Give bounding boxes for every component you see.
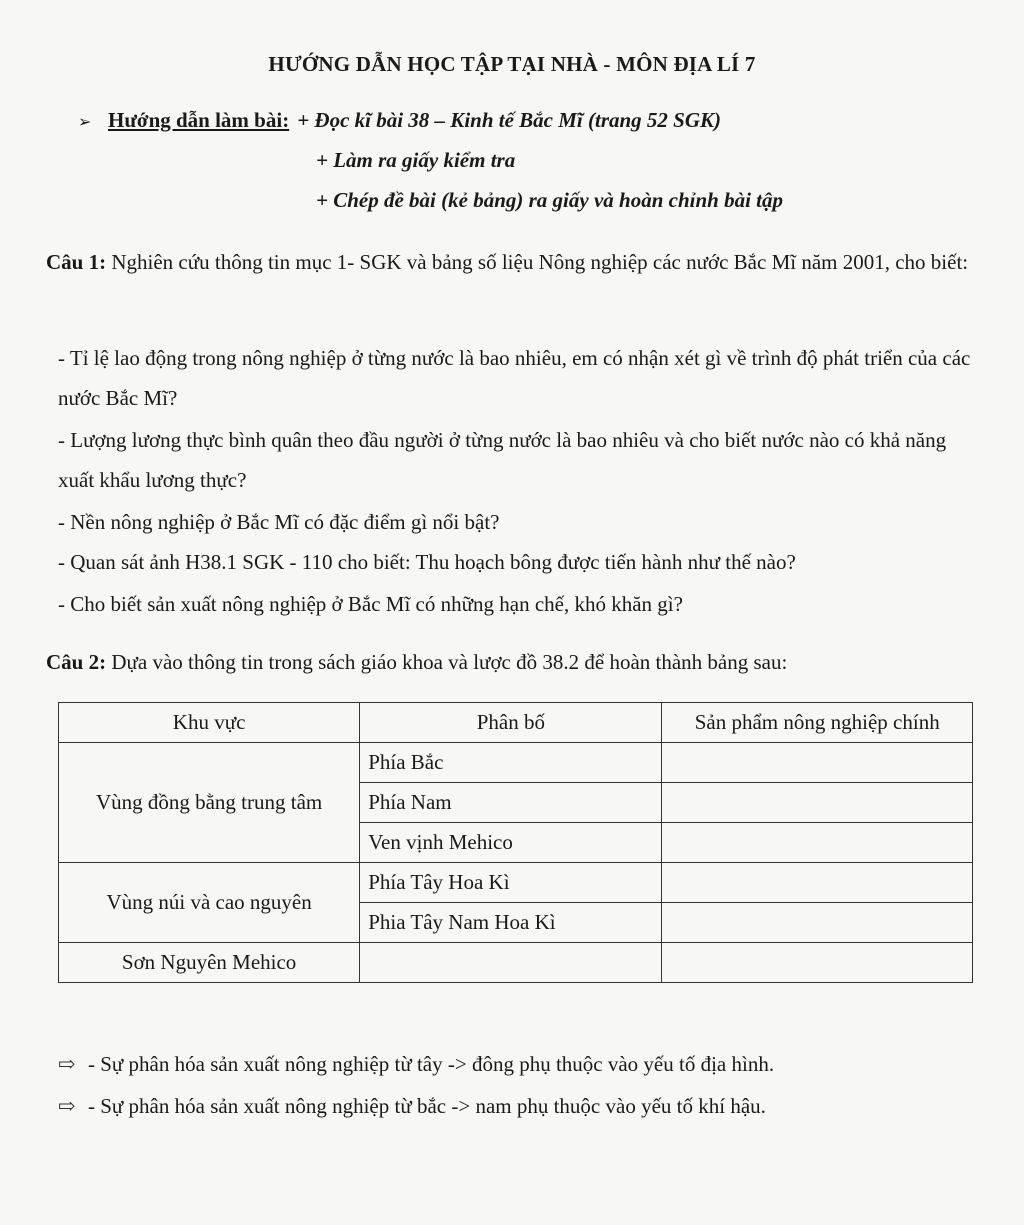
guide-row-3 [78,188,783,228]
table-row [59,863,973,903]
question-1-bullet: - Tỉ lệ lao động trong nông nghiệp ở từng nước là bao nhiêu, em có nhận xét gì về trình độ phát triển của các nước Bắc Mĩ? [58,346,971,410]
header-products: Sản phẩm nông nghiệp chính [662,703,973,743]
distribution-cell: Ven vịnh Mehico [360,823,662,863]
guide-item: + Làm ra giấy kiểm tra [316,148,516,172]
guide-item: + Đọc kĩ bài 38 – Kinh tế Bắc Mĩ (trang 52 SGK) [297,108,722,132]
agriculture-table [58,702,973,983]
question-1 [46,242,976,282]
product-cell [662,903,973,943]
product-cell [662,863,973,903]
arrow-bullet-icon: ➢ [78,114,92,131]
question-1-label: Câu 1: [46,250,107,274]
question-2-label: Câu 2: [46,650,107,674]
page-title: HƯỚNG DẪN HỌC TẬP TẠI NHÀ - MÔN ĐỊA LÍ 7 [268,52,756,76]
guide-row-1 [78,108,783,148]
question-2-text: Dựa vào thông tin trong sách giáo khoa và lược đồ 38.2 để hoàn thành bảng sau: [111,650,788,674]
conclusion-line [58,1094,766,1119]
region-cell: Vùng đồng bằng trung tâm [59,743,360,863]
distribution-cell: Phia Tây Nam Hoa Kì [360,903,662,943]
distribution-cell: Phía Tây Hoa Kì [360,863,662,903]
question-1-bullet: - Nền nông nghiệp ở Bắc Mĩ có đặc điểm gì nổi bật? [58,510,500,534]
conclusion-text: - Sự phân hóa sản xuất nông nghiệp từ bắc -> nam phụ thuộc vào yếu tố khí hậu. [88,1094,766,1118]
table-row [59,943,973,983]
region-cell: Sơn Nguyên Mehico [59,943,360,983]
product-cell [662,943,973,983]
header-distribution: Phân bố [360,703,662,743]
table-header-row [59,703,973,743]
question-1-bullet: - Lượng lương thực bình quân theo đầu người ở từng nước là bao nhiêu và cho biết nước nào có khả năng xuất khẩu lương thực? [58,428,947,492]
question-1-text: Nghiên cứu thông tin mục 1- SGK và bảng số liệu Nông nghiệp các nước Bắc Mĩ năm 2001, cho biết: [111,250,969,274]
question-1-bullet: - Cho biết sản xuất nông nghiệp ở Bắc Mĩ có những hạn chế, khó khăn gì? [58,592,683,616]
header-region: Khu vực [59,703,360,743]
conclusion-line [58,1052,774,1077]
guide-label: Hướng dẫn làm bài: [108,108,290,132]
conclusion-text: - Sự phân hóa sản xuất nông nghiệp từ tây -> đông phụ thuộc vào yếu tố địa hình. [88,1052,775,1076]
table-row [59,743,973,783]
distribution-cell [360,943,662,983]
hollow-arrow-icon: ⇨ [58,1052,76,1076]
homework-guide [78,108,783,228]
product-cell [662,783,973,823]
distribution-cell: Phía Nam [360,783,662,823]
distribution-cell: Phía Bắc [360,743,662,783]
question-1-bullet: - Quan sát ảnh H38.1 SGK - 110 cho biết: Thu hoạch bông được tiến hành như thế nào? [58,550,796,574]
question-2 [46,642,976,682]
guide-item: + Chép đề bài (kẻ bảng) ra giấy và hoàn chỉnh bài tập [316,188,783,212]
region-cell: Vùng núi và cao nguyên [59,863,360,943]
product-cell [662,823,973,863]
guide-row-2 [78,148,783,188]
product-cell [662,743,973,783]
hollow-arrow-icon: ⇨ [58,1094,76,1118]
